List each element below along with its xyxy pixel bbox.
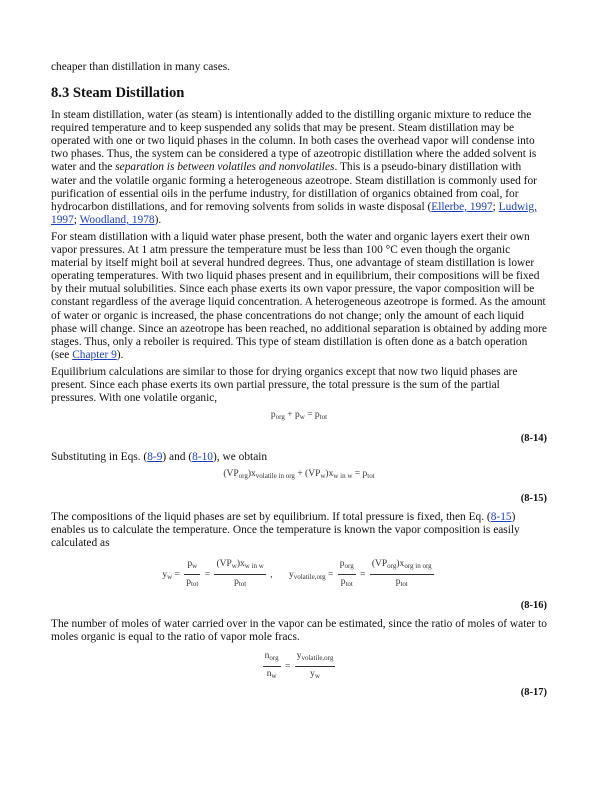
eq-subscript: tot <box>238 580 247 588</box>
p4-text: ) and ( <box>162 451 193 464</box>
p1-emphasis: separation is between volatiles and nonvolatiles <box>115 161 335 174</box>
eq-symbol: = <box>325 569 336 580</box>
paragraph-4 <box>51 451 547 464</box>
eq-fraction <box>184 558 200 591</box>
p1-text-a: In steam distillation, water (as steam) is intentionally added to the distilling organic mixture to reduce the required temperature and to keep suspended any solids that may be present. Steam distillation may be operated with one or two liquid phases in the column. In both cases the overhead vapor will condense into two phases. Thus, the system can be considered a type of azeotropic distillation where the added solvent is water and the <box>51 109 537 174</box>
eq-link-8-10[interactable]: 8-10 <box>192 451 214 464</box>
equation-number: (8-16) <box>520 600 547 612</box>
equation-number: (8-17) <box>520 686 547 698</box>
eq-symbol: p <box>339 558 345 569</box>
eq-subscript: w in w <box>244 561 264 570</box>
eq-symbol: p <box>270 410 276 421</box>
p4-text: Substituting in Eqs. ( <box>51 451 148 464</box>
eq-fraction <box>214 558 265 591</box>
eq-symbol: = p <box>352 469 368 480</box>
ref-link-ludwig[interactable]: Ludwig, 1997 <box>51 200 537 226</box>
eq-link-8-9[interactable]: 8-9 <box>147 451 163 464</box>
p1-sep: ; <box>492 200 499 213</box>
eq-symbol: (VP <box>371 558 388 569</box>
eq-symbol: y <box>162 569 168 580</box>
p1-text-b: . This is a pseudo-binary distillation with water and the volatile organic forming a heterogeneous azeotrope. Steam distillation is commonly used for purification of essential oils in the perfume industry, for distillation of organics obtained from coal, for hydrocarbon distillations, and for removing solvents from solids in waste disposal ( <box>51 161 537 213</box>
eq-symbol: = <box>172 569 183 580</box>
section-title: 8.3 Steam Distillation <box>51 85 185 102</box>
eq-fraction <box>370 558 434 591</box>
eq-subscript: org <box>238 472 248 481</box>
eq-subscript: w <box>314 672 320 681</box>
eq-symbol: y <box>288 569 294 580</box>
eq-subscript: tot <box>345 580 353 588</box>
eq-subscript: org <box>344 561 354 570</box>
equation-8-14 <box>51 409 547 424</box>
eq-symbol: y <box>296 651 302 662</box>
eq-symbol: p <box>395 577 401 587</box>
eq-subscript: volatile,org <box>301 654 334 663</box>
eq-symbol: (VP <box>223 469 239 480</box>
eq-subscript: tot <box>319 413 328 422</box>
eq-symbol: n <box>264 651 270 662</box>
eq-link-8-15[interactable]: 8-15 <box>490 510 512 523</box>
eq-subscript: org <box>269 654 279 663</box>
eq-subscript: org in org <box>404 561 432 570</box>
paragraph-3: Equilibrium calculations are similar to those for drying organics except that now two liquid phases are present. Since each phase exerts its own partial pressure, the total pressure is the sum of the partial pressures. With one volatile organic, <box>51 365 518 405</box>
eq-symbol: = <box>360 569 368 580</box>
ref-link-ellerbe[interactable]: Ellerbe, 1997 <box>431 200 493 213</box>
eq-subscript: w <box>271 672 277 681</box>
paragraph-5 <box>51 511 547 550</box>
p5-text: ) enables us to calculate the temperature. Once the temperature is known the vapor composition is easily calculated as <box>51 510 520 549</box>
eq-symbol: (VP <box>216 558 232 569</box>
p1-sep: ; <box>73 213 80 226</box>
eq-subscript: w in w <box>333 472 353 481</box>
equation-8-16 <box>51 558 547 591</box>
eq-symbol: y <box>310 669 315 680</box>
p2-end: ). <box>116 348 124 361</box>
eq-symbol: p <box>187 558 193 569</box>
eq-subscript: org <box>387 561 397 570</box>
eq-subscript: w <box>231 561 237 570</box>
eq-fraction <box>338 558 356 591</box>
paragraph-2 <box>51 231 547 362</box>
eq-subscript: w <box>299 413 305 422</box>
eq-subscript: tot <box>400 580 408 588</box>
eq-fraction <box>295 650 336 683</box>
eq-symbol: p <box>186 577 191 587</box>
eq-symbol: = <box>284 662 293 673</box>
eq-symbol: )x <box>247 469 256 480</box>
eq-symbol: )x <box>325 469 334 480</box>
eq-symbol: )x <box>236 558 245 569</box>
eq-symbol: p <box>234 577 239 587</box>
eq-symbol: n <box>266 669 272 680</box>
p5-text: The compositions of the liquid phases are set by equilibrium. If total pressure is fixed, then Eq. ( <box>51 510 491 523</box>
eq-symbol: = p <box>304 410 320 421</box>
eq-subscript: org <box>275 413 285 422</box>
eq-fraction <box>263 650 281 683</box>
eq-symbol: )x <box>396 558 405 569</box>
eq-subscript: w <box>167 572 173 581</box>
p1-end: ). <box>154 213 162 226</box>
p4-text: ), we obtain <box>213 451 268 464</box>
paragraph-6: The number of moles of water carried over in the vapor can be estimated, since the ratio of moles of water to moles organic is equal to the ratio of vapor mole fracs. <box>51 618 547 644</box>
document-page <box>51 61 547 705</box>
eq-subscript: volatile in org <box>255 472 295 481</box>
equation-number: (8-14) <box>520 433 547 445</box>
eq-subscript: w <box>192 561 198 570</box>
intro-tail: cheaper than distillation in many cases. <box>51 61 231 73</box>
eq-subscript: tot <box>367 472 375 481</box>
equation-number: (8-15) <box>520 492 547 504</box>
paragraph-1 <box>51 109 547 227</box>
eq-symbol: + (VP <box>294 469 321 480</box>
ref-link-woodland[interactable]: Woodland, 1978 <box>79 213 155 226</box>
eq-subscript: volatile,org <box>293 572 326 581</box>
eq-symbol: p <box>340 577 346 587</box>
chapter-9-link[interactable]: Chapter 9 <box>72 348 117 361</box>
eq-symbol: , <box>270 569 273 580</box>
eq-subscript: tot <box>190 580 199 588</box>
p2-text: For steam distillation with a liquid water phase present, both the water and organic layers exert their own vapor pressures. At 1 atm pressure the temperature must be less than 100 °C even though the organic material by itself might boil at several hundred degrees. Thus, one advantage of steam distillation is lower operating temperatures. With two liquid phases present and in equilibrium, their compositions will be fixed by their mutual solubilities. Since each phase exerts its own vapor pressure, the vapor composition will be constant regardless of the average liquid concentration. A heterogeneous azeotrope is formed. As the amount of water or organic is increased, the phase concentrations do not change; only the amount of each liquid phase will change. Since an azeotrope has been reached, no additional separation is obtained by adding more stages. Thus, only a reboiler is required. This type of steam distillation is often done as a batch operation (see <box>51 230 547 361</box>
eq-subscript: w <box>320 472 326 481</box>
eq-symbol: = <box>204 569 213 580</box>
equation-8-15 <box>51 468 547 483</box>
eq-symbol: + p <box>284 410 300 421</box>
equation-8-17 <box>51 650 547 683</box>
